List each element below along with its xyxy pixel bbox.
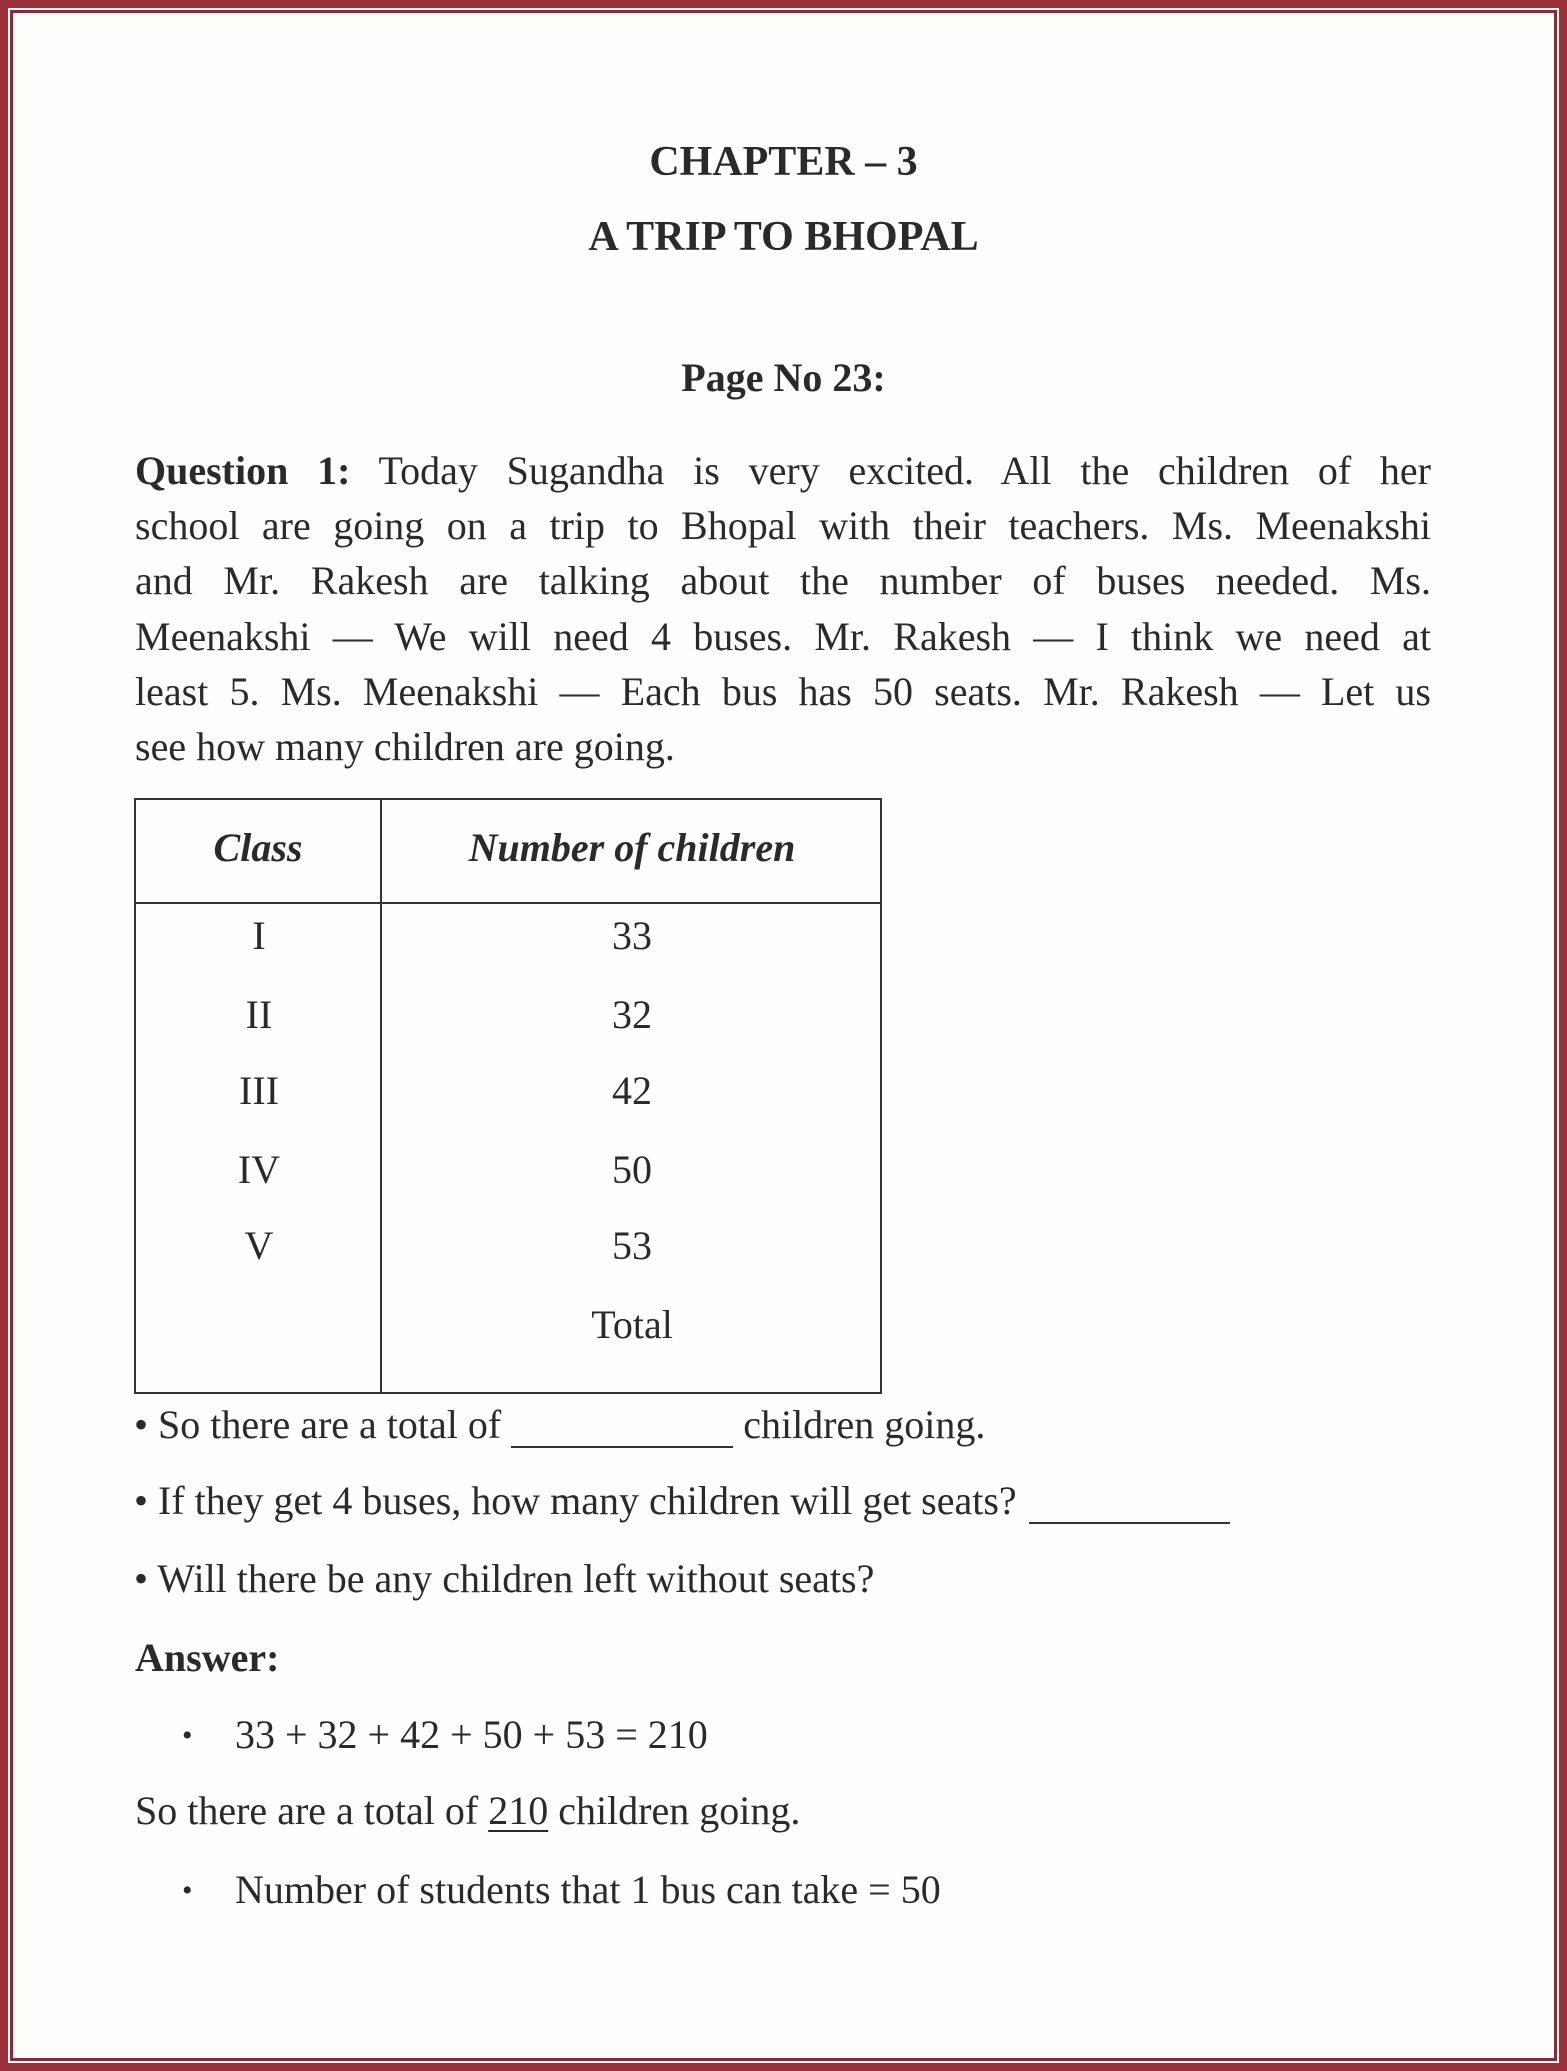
table-row-class: I [252,913,266,958]
table-row-count: 33 [612,913,652,958]
question-paragraph [135,443,1431,774]
children-table [134,798,882,1394]
total-children-blank [511,1416,733,1448]
table-row-count: 32 [612,992,652,1037]
question-line-4: Meenakshi — We will need 4 buses. Mr. Rakesh — I think we need at [135,613,1431,659]
page-number-heading: Page No 23: [681,355,886,400]
question-label: Question 1: [135,448,351,493]
question-line-2: school are going on a trip to Bhopal with their teachers. Ms. Meenakshi [135,503,1431,549]
prompt-seats-four-buses: • If they get 4 buses, how many children will get seats? [134,1473,1230,1528]
table-row-count: 50 [612,1147,652,1192]
table-row-count: 42 [612,1068,652,1113]
bullet-icon: • [182,1874,193,1907]
question-line-1: Question 1: Today Sugandha is very excited. All the children of her [135,448,1431,493]
prompt-children-without-seats: • Will there be any children left without seats? [134,1556,875,1601]
table-header-count: Number of children [468,825,796,870]
table-row-class: II [245,992,273,1037]
seats-blank [1029,1492,1230,1524]
chapter-title: A TRIP TO BHOPAL [588,214,979,260]
bullet-icon: • [134,1556,149,1601]
question-line-3: and Mr. Rakesh are talking about the number of buses needed. Ms. [135,558,1431,604]
bullet-icon: • [134,1478,149,1523]
answer-total-value: 210 [488,1788,549,1833]
chapter-heading: CHAPTER – 3 [649,139,918,185]
question-line-5: least 5. Ms. Meenakshi — Each bus has 50 seats. Mr. Rakesh — Let us [135,668,1431,714]
question-line-6: see how many children are going. [135,724,675,770]
table-row-class: III [239,1068,279,1113]
table-row-class: V [244,1223,274,1268]
answer-bus-capacity: Number of students that 1 bus can take = 50 [235,1867,941,1912]
table-header-class: Class [213,825,303,870]
table-total-label: Total [591,1302,673,1347]
answer-label: Answer: [135,1635,280,1680]
answer-total-sentence: So there are a total of 210 children going. [135,1788,801,1833]
bullet-icon: • [134,1402,149,1447]
prompt-total-children: • So there are a total of children going. [134,1402,986,1447]
table-row-class: IV [237,1147,281,1192]
table-header-divider [136,902,880,904]
answer-equation: 33 + 32 + 42 + 50 + 53 = 210 [235,1712,708,1757]
table-row-count: 53 [612,1223,652,1268]
bullet-icon: • [182,1719,193,1752]
